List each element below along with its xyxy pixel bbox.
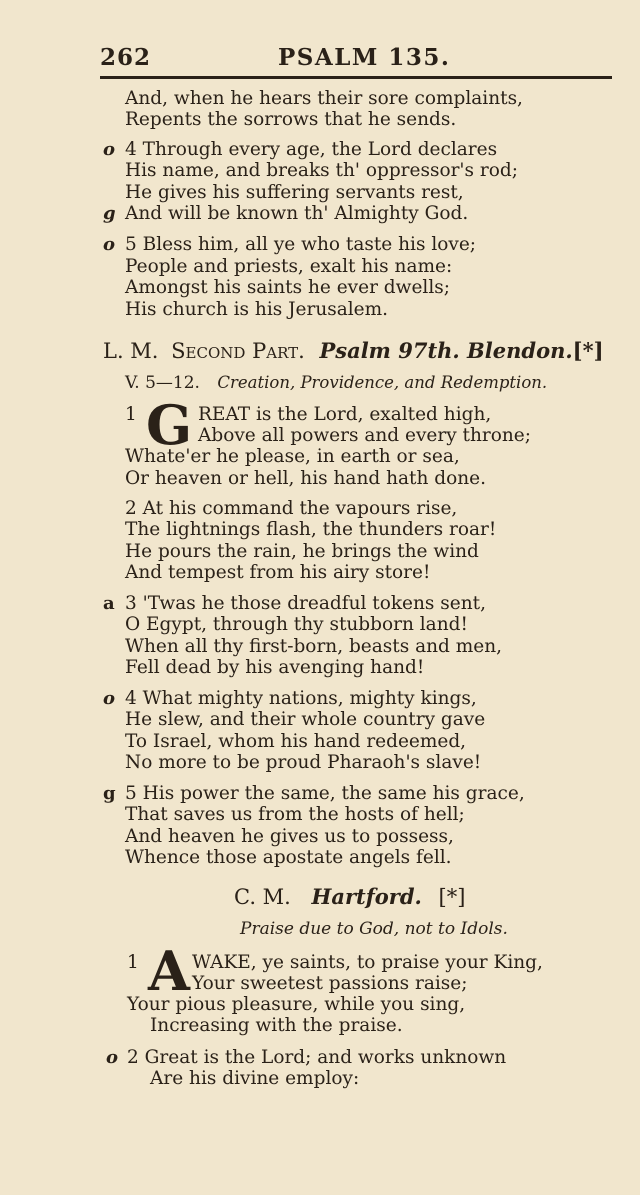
verse-line: And will be known th' Almighty God.	[125, 203, 469, 224]
header-rule	[100, 76, 612, 79]
verse-line: O Egypt, through thy stubborn land!	[125, 614, 468, 635]
verse-line: Increasing with the praise.	[150, 1015, 403, 1036]
dynamic-mark: g	[103, 783, 116, 804]
verse-line: Fell dead by his avenging hand!	[125, 657, 425, 678]
subject-line	[125, 372, 547, 394]
verse-line: REAT is the Lord, exalted high,	[198, 404, 492, 425]
verse-line: When all thy first-born, beasts and men,	[125, 636, 503, 657]
meter: C. M.	[234, 885, 291, 909]
verse-line: Your sweetest passions raise;	[192, 973, 468, 994]
dynamic-mark: a	[103, 593, 115, 614]
verse-number: 1	[125, 404, 137, 425]
verse-range: V. 5—12.	[125, 373, 200, 393]
verse-line: To Israel, whom his hand redeemed,	[125, 731, 467, 752]
page-header	[100, 44, 615, 72]
verse-line: 2 Great is the Lord; and works unknown	[127, 1047, 507, 1068]
verse-line: 5 Bless him, all ye who taste his love;	[125, 234, 477, 255]
verse-line: Are his divine employ:	[150, 1068, 360, 1089]
verse-line: Repents the sorrows that he sends.	[125, 109, 457, 130]
section-heading	[234, 884, 465, 909]
verse-line: Above all powers and every throne;	[198, 425, 531, 446]
verse-line: Whate'er he please, in earth or sea,	[125, 446, 460, 467]
flag: [*]	[572, 338, 604, 363]
verse-line: 4 What mighty nations, mighty kings,	[125, 688, 477, 709]
verse-line: He gives his suffering servants rest,	[125, 182, 464, 203]
verse-line: No more to be proud Pharaoh's slave!	[125, 752, 482, 773]
tune-name: Hartford.	[311, 884, 422, 909]
tune-name: Psalm 97th. Blendon.	[319, 338, 573, 363]
dynamic-mark: o	[103, 139, 116, 160]
verse-line: 2 At his command the vapours rise,	[125, 498, 458, 519]
verse-line: And, when he hears their sore complaints,	[125, 88, 523, 109]
verse-line: He slew, and their whole country gave	[125, 709, 486, 730]
dynamic-mark: g	[103, 203, 116, 224]
verse-line: Amongst his saints he ever dwells;	[125, 277, 450, 298]
verse-line: People and priests, exalt his name:	[125, 256, 453, 277]
section-heading	[103, 338, 604, 363]
verse-line: Whence those apostate angels fell.	[125, 847, 452, 868]
dynamic-mark: o	[103, 688, 116, 709]
verse-line: 5 His power the same, the same his grace,	[125, 783, 525, 804]
verse-line: The lightnings flash, the thunders roar!	[125, 519, 497, 540]
verse-line: 3 'Twas he those dreadful tokens sent,	[125, 593, 486, 614]
verse-line: He pours the rain, he brings the wind	[125, 541, 479, 562]
verse-line: Or heaven or hell, his hand hath done.	[125, 468, 486, 489]
meter: L. M.	[103, 339, 159, 363]
verse-line: His name, and breaks th' oppressor's rod;	[125, 160, 518, 181]
drop-cap: G	[146, 393, 193, 457]
page-number: 262	[100, 44, 152, 71]
verse-line: That saves us from the hosts of hell;	[125, 804, 465, 825]
flag: [*]	[438, 885, 466, 909]
page-title: PSALM 135.	[278, 44, 451, 71]
part-label: Second Part.	[171, 339, 305, 363]
verse-line: 4 Through every age, the Lord declares	[125, 139, 498, 160]
verse-line: And tempest from his airy store!	[125, 562, 431, 583]
dynamic-mark: o	[106, 1047, 119, 1068]
verse-line: Your pious pleasure, while you sing,	[127, 994, 466, 1015]
drop-cap: A	[148, 939, 190, 1003]
subject: Praise due to God, not to Idols.	[240, 919, 508, 939]
subject: Creation, Providence, and Redemption.	[217, 373, 548, 392]
verse-number: 1	[127, 952, 139, 973]
verse-line: And heaven he gives us to possess,	[125, 826, 454, 847]
dynamic-mark: o	[103, 234, 116, 255]
verse-line: WAKE, ye saints, to praise your King,	[192, 952, 543, 973]
verse-line: His church is his Jerusalem.	[125, 299, 389, 320]
